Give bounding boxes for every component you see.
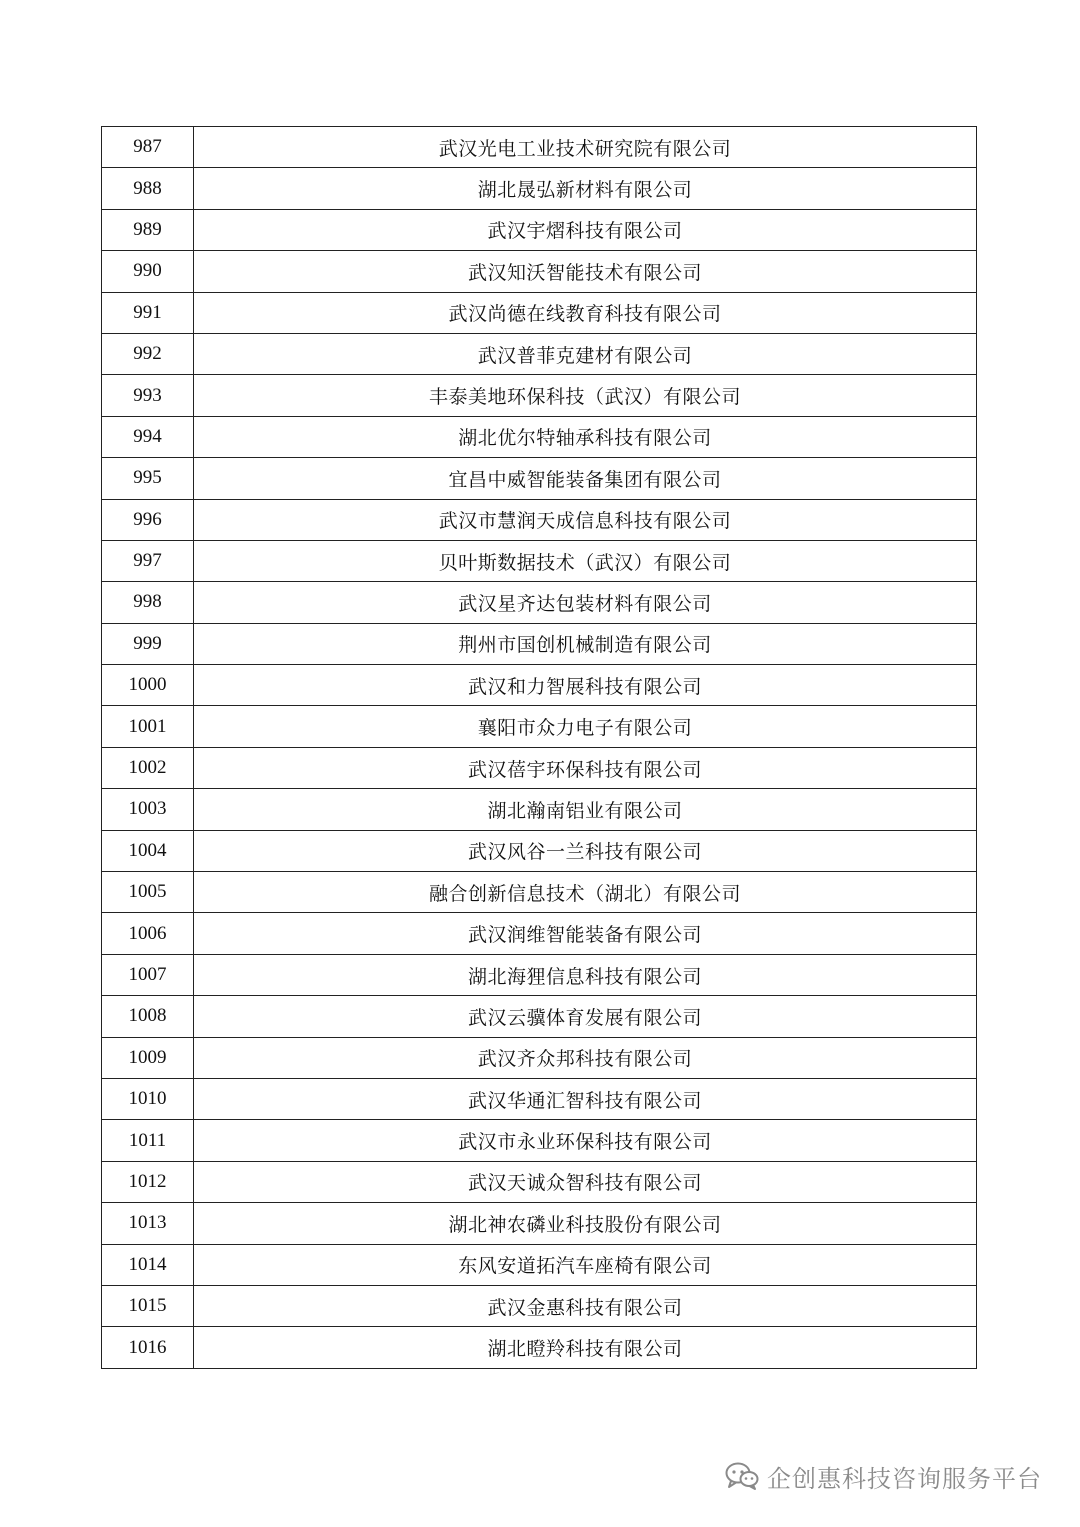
company-name: 湖北海狸信息科技有限公司 (194, 954, 977, 995)
row-number: 994 (102, 416, 194, 457)
company-name: 武汉普菲克建材有限公司 (194, 333, 977, 374)
table-row (102, 747, 977, 788)
row-number: 1003 (102, 789, 194, 830)
wechat-icon (725, 1461, 759, 1491)
company-name: 武汉风谷一兰科技有限公司 (194, 830, 977, 871)
table-row (102, 209, 977, 250)
company-name: 宜昌中威智能装备集团有限公司 (194, 458, 977, 499)
table-row (102, 872, 977, 913)
row-number: 989 (102, 209, 194, 250)
table-row (102, 1078, 977, 1119)
row-number: 1000 (102, 665, 194, 706)
row-number: 1011 (102, 1120, 194, 1161)
watermark (725, 1458, 1042, 1494)
company-name: 武汉天诚众智科技有限公司 (194, 1161, 977, 1202)
table-row (102, 168, 977, 209)
table-row (102, 375, 977, 416)
table-row (102, 127, 977, 168)
table-row (102, 458, 977, 499)
table-row (102, 1285, 977, 1326)
company-name: 湖北神农磷业科技股份有限公司 (194, 1203, 977, 1244)
table-row (102, 333, 977, 374)
row-number: 1010 (102, 1078, 194, 1119)
row-number: 1015 (102, 1285, 194, 1326)
table-row (102, 913, 977, 954)
row-number: 993 (102, 375, 194, 416)
company-list-table (101, 126, 977, 1369)
row-number: 1009 (102, 1037, 194, 1078)
company-name: 湖北瀚南铝业有限公司 (194, 789, 977, 830)
row-number: 988 (102, 168, 194, 209)
row-number: 998 (102, 582, 194, 623)
company-name: 湖北瞪羚科技有限公司 (194, 1327, 977, 1368)
table-row (102, 954, 977, 995)
company-name: 丰泰美地环保科技（武汉）有限公司 (194, 375, 977, 416)
company-name: 武汉光电工业技术研究院有限公司 (194, 127, 977, 168)
company-name: 武汉市慧润天成信息科技有限公司 (194, 499, 977, 540)
company-name: 融合创新信息技术（湖北）有限公司 (194, 872, 977, 913)
table-row (102, 1037, 977, 1078)
row-number: 1002 (102, 747, 194, 788)
company-name: 武汉尚德在线教育科技有限公司 (194, 292, 977, 333)
company-name: 湖北优尔特轴承科技有限公司 (194, 416, 977, 457)
table-row (102, 1161, 977, 1202)
company-name: 荆州市国创机械制造有限公司 (194, 623, 977, 664)
row-number: 1007 (102, 954, 194, 995)
watermark-text: 企创惠科技咨询服务平台 (767, 1464, 1042, 1493)
row-number: 999 (102, 623, 194, 664)
row-number: 1001 (102, 706, 194, 747)
row-number: 1012 (102, 1161, 194, 1202)
row-number: 992 (102, 333, 194, 374)
company-name: 武汉华通汇智科技有限公司 (194, 1078, 977, 1119)
table-row (102, 1203, 977, 1244)
row-number: 991 (102, 292, 194, 333)
row-number: 995 (102, 458, 194, 499)
table-row (102, 292, 977, 333)
table-row (102, 665, 977, 706)
row-number: 996 (102, 499, 194, 540)
table-row (102, 789, 977, 830)
company-name: 武汉星齐达包装材料有限公司 (194, 582, 977, 623)
row-number: 1016 (102, 1327, 194, 1368)
company-name: 武汉齐众邦科技有限公司 (194, 1037, 977, 1078)
company-name: 襄阳市众力电子有限公司 (194, 706, 977, 747)
table-row (102, 416, 977, 457)
company-name: 武汉知沃智能技术有限公司 (194, 251, 977, 292)
row-number: 990 (102, 251, 194, 292)
row-number: 1006 (102, 913, 194, 954)
company-name: 东风安道拓汽车座椅有限公司 (194, 1244, 977, 1285)
table-row (102, 1120, 977, 1161)
table-row (102, 1244, 977, 1285)
company-name: 武汉市永业环保科技有限公司 (194, 1120, 977, 1161)
table-row (102, 1327, 977, 1368)
company-name: 武汉金惠科技有限公司 (194, 1285, 977, 1326)
table-row (102, 251, 977, 292)
company-name: 贝叶斯数据技术（武汉）有限公司 (194, 540, 977, 581)
row-number: 1008 (102, 996, 194, 1037)
row-number: 1013 (102, 1203, 194, 1244)
company-name: 湖北晟弘新材料有限公司 (194, 168, 977, 209)
company-name: 武汉宇熠科技有限公司 (194, 209, 977, 250)
row-number: 1005 (102, 872, 194, 913)
company-list-body (102, 127, 977, 1369)
company-name: 武汉云骥体育发展有限公司 (194, 996, 977, 1037)
table-row (102, 499, 977, 540)
table-row (102, 706, 977, 747)
company-name: 武汉润维智能装备有限公司 (194, 913, 977, 954)
company-name: 武汉和力智展科技有限公司 (194, 665, 977, 706)
row-number: 987 (102, 127, 194, 168)
table-row (102, 582, 977, 623)
table-row (102, 996, 977, 1037)
table-row (102, 540, 977, 581)
row-number: 997 (102, 540, 194, 581)
row-number: 1004 (102, 830, 194, 871)
row-number: 1014 (102, 1244, 194, 1285)
company-name: 武汉蓓宇环保科技有限公司 (194, 747, 977, 788)
table-row (102, 830, 977, 871)
table-row (102, 623, 977, 664)
